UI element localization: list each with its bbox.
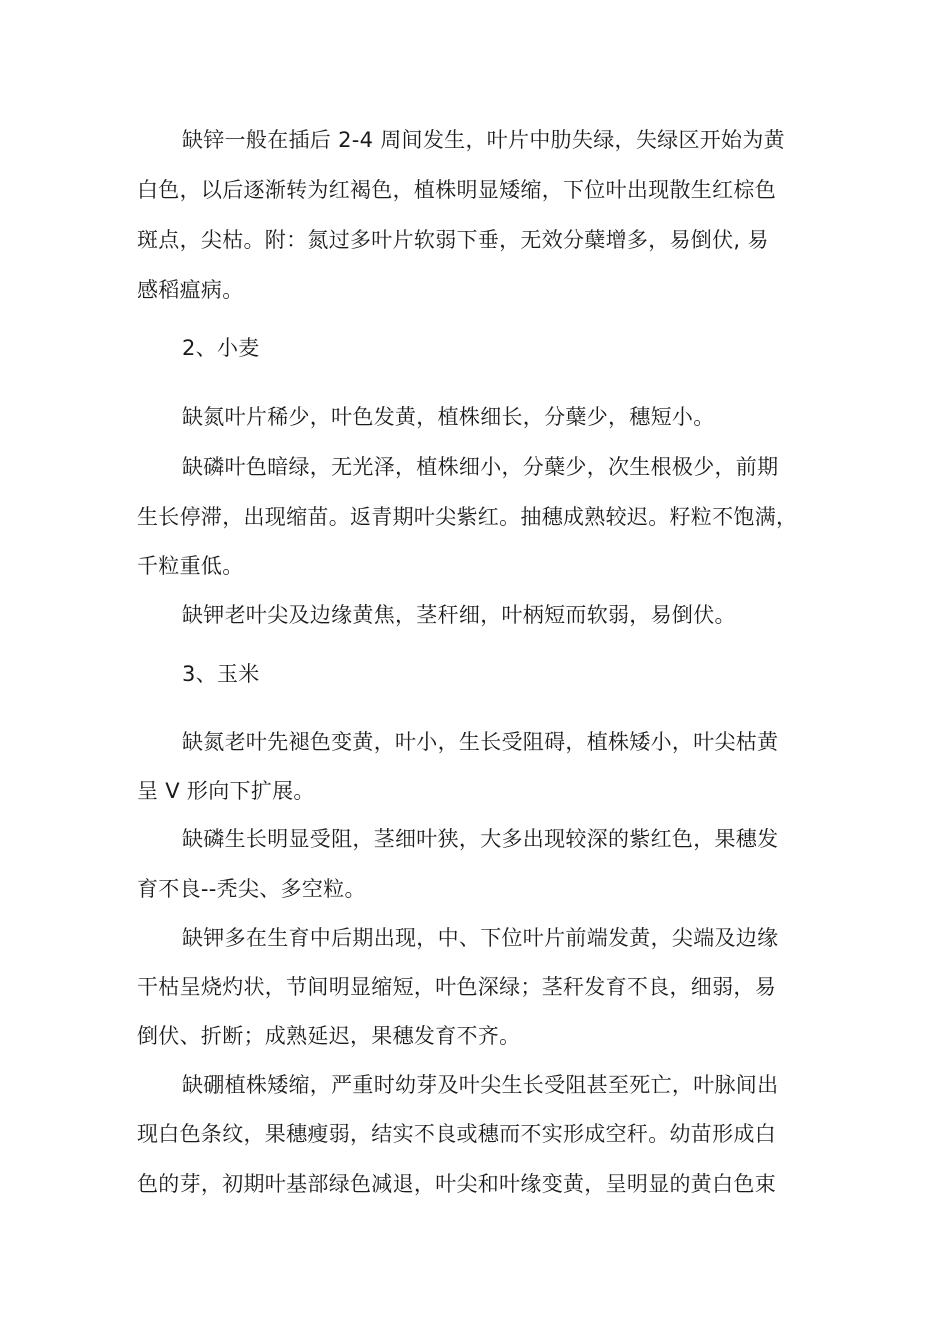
paragraph-zinc-line-4: 感稻瘟病。 [137, 278, 244, 302]
paragraph-corn-boron-line-1: 缺硼植株矮缩，严重时幼芽及叶尖生长受阻甚至死亡，叶脉间出 [182, 1073, 779, 1097]
paragraph-corn-potassium-line-3: 倒伏、折断；成熟延迟，果穗发育不齐。 [137, 1024, 521, 1048]
paragraph-wheat-potassium: 缺钾老叶尖及边缘黄焦，茎秆细，叶柄短而软弱，易倒伏。 [182, 603, 736, 627]
paragraph-zinc-line-1: 缺锌一般在插后 2-4 周间发生，叶片中肋失绿，失绿区开始为黄 [182, 128, 785, 152]
paragraph-wheat-phosphorus-line-1: 缺磷叶色暗绿，无光泽，植株细小，分蘖少，次生根极少，前期 [182, 455, 779, 479]
section-heading-wheat: 2、小麦 [182, 336, 260, 360]
paragraph-corn-phosphorus-line-2: 育不良--秃尖、多空粒。 [137, 877, 366, 901]
paragraph-corn-nitrogen-line-1: 缺氮老叶先褪色变黄，叶小，生长受阻碍，植株矮小，叶尖枯黄 [182, 730, 779, 754]
paragraph-corn-boron-line-3: 色的芽，初期叶基部绿色减退，叶尖和叶缘变黄，呈明显的黄白色束 [137, 1172, 776, 1196]
paragraph-wheat-phosphorus-line-3: 千粒重低。 [137, 554, 244, 578]
paragraph-corn-potassium-line-1: 缺钾多在生育中后期出现，中、下位叶片前端发黄，尖端及边缘 [182, 926, 779, 950]
paragraph-corn-nitrogen-line-2: 呈 V 形向下扩展。 [137, 779, 315, 803]
paragraph-wheat-nitrogen: 缺氮叶片稀少，叶色发黄，植株细长，分蘖少，穗短小。 [182, 405, 715, 429]
paragraph-wheat-phosphorus-line-2: 生长停滞，出现缩苗。返青期叶尖紫红。抽穗成熟较迟。籽粒不饱满， [137, 505, 798, 529]
paragraph-corn-boron-line-2: 现白色条纹，果穗瘦弱，结实不良或穗而不实形成空秆。幼苗形成白 [137, 1122, 776, 1146]
paragraph-zinc-line-2: 白色，以后逐渐转为红褐色，植株明显矮缩，下位叶出现散生红棕色 [137, 178, 776, 202]
paragraph-corn-phosphorus-line-1: 缺磷生长明显受阻，茎细叶狭，大多出现较深的紫红色，果穗发 [182, 827, 779, 851]
section-heading-corn: 3、玉米 [182, 662, 260, 686]
paragraph-zinc-line-3: 斑点，尖枯。附：氮过多叶片软弱下垂，无效分蘖增多，易倒伏, 易 [137, 228, 769, 252]
paragraph-corn-potassium-line-2: 干枯呈烧灼状，节间明显缩短，叶色深绿；茎秆发育不良，细弱，易 [137, 975, 776, 999]
